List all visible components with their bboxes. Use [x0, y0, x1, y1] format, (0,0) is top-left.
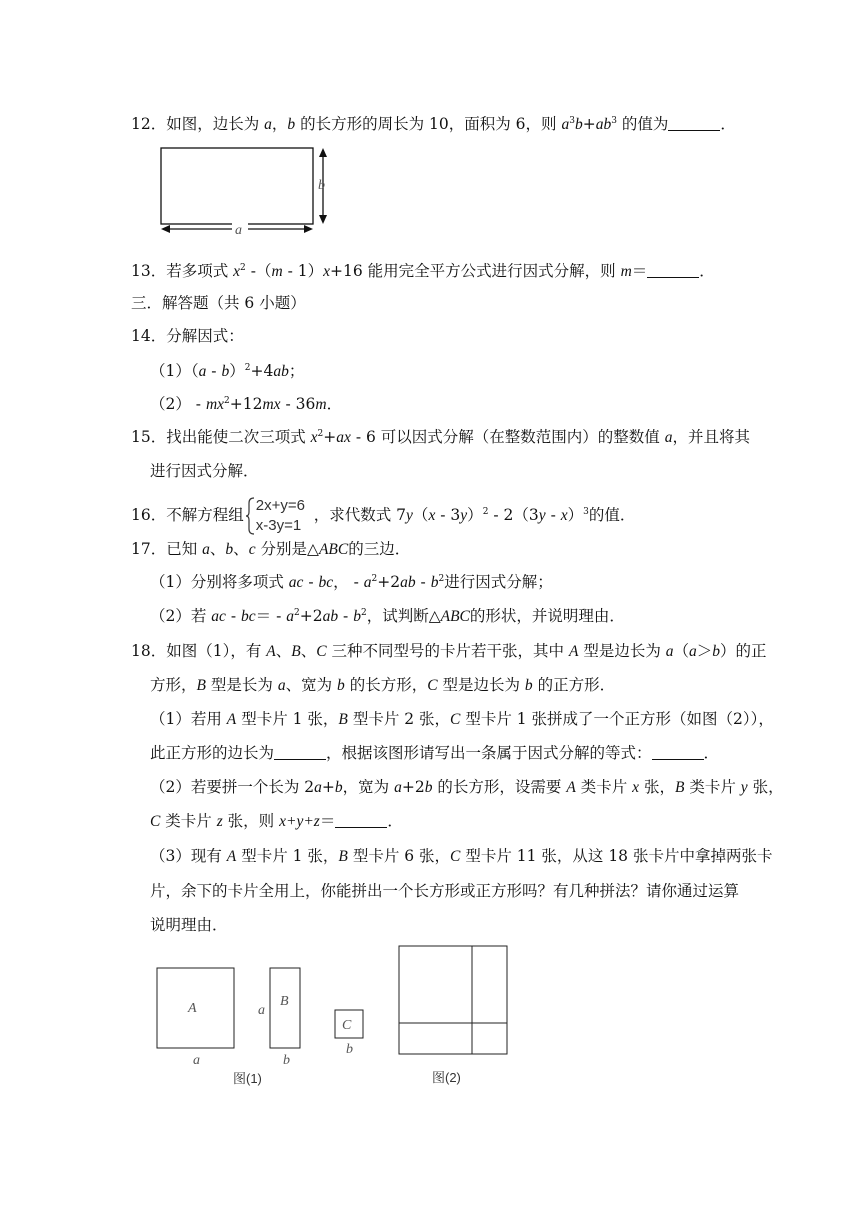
section-3-heading: 三．解答题（共 6 小题）	[131, 294, 306, 312]
q12-label-a: a	[235, 223, 242, 238]
q16-text: ，求代数式 7	[313, 506, 407, 524]
q18-text: ＞	[696, 642, 713, 660]
q17-p2-var: a	[286, 608, 295, 625]
q18-var: C	[427, 677, 438, 694]
card-a-side-label: a	[193, 1053, 200, 1068]
q14-p2-var: mx	[262, 396, 281, 413]
figure-1-caption: 图(1)	[233, 1071, 262, 1086]
q18-p2-text: ．	[387, 812, 403, 830]
q18-p2-text: 类卡片	[160, 812, 217, 830]
q17-part-1	[150, 572, 553, 593]
q17-p2-text: +2	[299, 607, 323, 625]
q16-equation-1: 2x+y=6	[255, 497, 305, 514]
q18-p3-var: A	[226, 848, 237, 865]
q18-text: 方形，	[150, 676, 197, 694]
q18-text: ）的正	[720, 642, 767, 660]
q17-p2-var: ab	[322, 608, 339, 625]
q18-part-3-line-2: 片，余下的卡片全用上，你能拼出一个长方形或正方形吗？有几种拼法？请你通过运算	[150, 882, 740, 900]
q17-p2-text: ，试判断△	[366, 607, 441, 625]
q17-p2-text: ＝ -	[255, 607, 287, 625]
q15-var: a	[664, 429, 673, 446]
q14-p1-text: +4	[250, 362, 274, 380]
q18-p2-text: ，宽为	[342, 778, 395, 796]
q16-text: 16．不解方程组	[131, 506, 244, 524]
q12-end: ．	[720, 115, 736, 133]
q18-sum-blank[interactable]	[335, 813, 387, 828]
q16-var: y	[460, 507, 468, 524]
q18-var: A	[266, 643, 276, 660]
q18-p1-text: ．	[703, 744, 720, 762]
q18-p1-text: （1）若用	[150, 710, 227, 728]
q18-line-2	[150, 675, 615, 696]
q17-p1-exp: 2	[438, 574, 445, 584]
q12-var-b: b	[287, 116, 296, 133]
q15-line-1	[131, 427, 750, 448]
q18-text: 型是长为	[205, 676, 278, 694]
q18-line-1	[131, 641, 767, 662]
q16-text: ）	[567, 506, 584, 524]
q14-part-1	[150, 361, 304, 382]
q18-p2-var: a	[394, 779, 402, 796]
q17-p2-var: b	[353, 608, 361, 625]
card-c-side-label: b	[346, 1042, 353, 1057]
q16-var: y	[406, 507, 413, 524]
q15-var: ax	[336, 429, 351, 446]
q17-p1-var: bc	[318, 574, 334, 591]
q17-line-1	[131, 539, 410, 560]
q17-p1-var: ac	[288, 574, 304, 591]
q18-text: 的正方形．	[532, 676, 616, 694]
q17-p1-text: -	[303, 573, 319, 591]
q17-text: 17．已知	[131, 540, 203, 558]
q18-p3-text: （3）现有	[150, 847, 227, 865]
q13-end: ．	[699, 262, 715, 280]
q13-var-x: x	[233, 263, 241, 280]
q18-p1-text: 此正方形的边长为	[150, 744, 275, 762]
q14-p2-text: ．	[326, 395, 343, 413]
q18-var: A	[568, 643, 579, 660]
q12-line	[131, 114, 736, 135]
q18-p2-var: x	[632, 779, 640, 796]
q18-text: 的长方形，	[344, 676, 428, 694]
q18-p2-var: y	[740, 779, 748, 796]
q18-text: 、宽为	[285, 676, 338, 694]
q12-label-b: b	[318, 178, 325, 193]
q16-text: 的值．	[588, 506, 636, 524]
q14-p1-var: b	[221, 363, 230, 380]
q13-text-4: +16 能用完全平方公式进行因式分解，则	[330, 262, 621, 280]
q13-var-m: m	[271, 263, 283, 280]
q18-part-3-line-1	[150, 846, 772, 867]
q18-part-1-line-2	[150, 743, 719, 763]
q18-var: a	[689, 643, 697, 660]
q18-part-2-line-2	[150, 811, 403, 832]
card-b-width-label: b	[283, 1053, 290, 1068]
q18-p3-var: B	[338, 848, 348, 865]
q13-var-x-2: x	[323, 263, 330, 280]
q12-arrowhead	[304, 225, 313, 233]
q17-p1-exp: 2	[371, 574, 378, 584]
q15-text: 15．找出能使二次三项式	[131, 428, 311, 446]
q12-text: 12．如图，边长为	[131, 115, 265, 133]
q17-p1-text: +2	[377, 573, 401, 591]
q18-var: B	[291, 643, 301, 660]
q12-text-2: 的长方形的周长为 10，面积为 6，则	[295, 115, 562, 133]
q17-var: b	[225, 541, 234, 558]
q18-p2-text: 类卡片	[684, 778, 741, 796]
q18-p2-var: b	[334, 779, 343, 796]
q18-var: C	[316, 643, 327, 660]
q18-p2-text: 张，则	[222, 812, 280, 830]
q12-rectangle-figure	[150, 140, 350, 240]
q12-arrowhead	[319, 215, 327, 224]
q17-p2-text: （2）若	[150, 607, 212, 625]
q18-p2-var: A	[566, 779, 576, 796]
figure-2-caption: 图(2)	[432, 1070, 461, 1085]
q18-p1-text: ，根据该图形请写出一条属于因式分解的等式：	[326, 744, 652, 762]
q18-text: 、	[275, 642, 292, 660]
q12-exp: 3	[569, 116, 575, 126]
q16-var: x	[560, 507, 568, 524]
q17-p1-text: 进行因式分解；	[444, 573, 553, 591]
q18-p2-var: z	[216, 813, 223, 830]
q17-text: 分别是△	[255, 540, 319, 558]
q18-var: a	[665, 643, 674, 660]
q13-equals: ＝	[631, 262, 648, 280]
q15-text: ，并且将其	[672, 428, 750, 446]
q18-p2-var: b	[424, 779, 433, 796]
q17-p2-var: ac	[211, 608, 226, 625]
q14-p1-var: a	[198, 363, 207, 380]
q13-exp: 2	[240, 263, 246, 273]
q17-p1-text: -	[415, 573, 431, 591]
q16-line	[131, 497, 635, 535]
q17-p1-text: ， -	[333, 573, 364, 591]
q12-expr-ab: ab	[595, 116, 612, 133]
q17-p2-text: 的形状，并说明理由．	[469, 607, 625, 625]
q18-p1-text: 型卡片 1 张拼成了一个正方形（如图（2）），	[460, 710, 774, 728]
q18-figure-2	[395, 940, 515, 1090]
q18-var: b	[712, 643, 721, 660]
q18-text: 型是边长为	[578, 642, 666, 660]
q12-expr-b: b	[574, 116, 583, 133]
q18-p2-var: a	[314, 779, 322, 796]
q17-text: 、	[233, 540, 249, 558]
q14-p1-text: -	[206, 362, 222, 380]
q13-var-m-2: m	[620, 263, 632, 280]
q18-text: （	[673, 642, 690, 660]
q18-p2-text: 类卡片	[575, 778, 633, 796]
q14-p2-text: +12	[229, 395, 263, 413]
q17-p2-var: ABC	[440, 608, 470, 625]
q18-part-2-line-1	[150, 777, 784, 798]
q13-text-3: - 1）	[282, 262, 324, 280]
q14-p2-var: m	[315, 396, 327, 413]
q14-p2-exp: 2	[224, 396, 230, 406]
q18-p2-text: +	[321, 778, 335, 796]
q18-var: a	[277, 677, 286, 694]
q17-p1-var: a	[363, 574, 372, 591]
q18-figure-1	[150, 960, 390, 1100]
q18-p2-text: （2）若要拼一个长为 2	[150, 778, 315, 796]
q18-p1-text: 型卡片 2 张，	[347, 710, 451, 728]
q14-p2-text: - 36	[280, 395, 316, 413]
q12-rect	[161, 148, 313, 224]
q18-part-1-line-1	[150, 709, 774, 730]
q16-exp: 3	[583, 507, 589, 517]
q17-p1-var: ab	[400, 574, 416, 591]
q16-equation-system	[246, 497, 312, 535]
q18-text: 、	[300, 642, 317, 660]
q18-p2-var: B	[674, 779, 685, 796]
q17-text: 、	[209, 540, 226, 558]
q16-exp: 2	[482, 507, 489, 517]
q16-var: y	[538, 507, 546, 524]
q16-var: x	[428, 507, 436, 524]
q15-var: x	[310, 429, 318, 446]
q17-part-2	[150, 606, 625, 627]
q18-factorization-blank[interactable]	[652, 745, 704, 760]
q12-plus: +	[582, 115, 596, 133]
q14-p2-text: （2） -	[150, 395, 206, 413]
q15-text: +	[323, 428, 337, 446]
q17-var: ABC	[318, 541, 349, 558]
q17-p2-exp: 2	[294, 608, 300, 618]
q12-arrowhead	[161, 225, 170, 233]
q18-var: B	[196, 677, 206, 694]
q13-answer-blank[interactable]	[647, 263, 699, 278]
q18-p2-var: x+y+z	[279, 813, 320, 830]
q13-text-2: -（	[245, 262, 272, 280]
q17-p1-text: （1）分别将多项式	[150, 573, 289, 591]
q17-var: a	[202, 541, 210, 558]
q12-text-3: 的值为	[616, 115, 669, 133]
q12-expr-a: a	[561, 116, 570, 133]
q17-p2-var: bc	[241, 608, 256, 625]
q18-p2-var: C	[150, 813, 161, 830]
q14-p1-text: （1）（	[150, 362, 199, 380]
card-b-label: B	[280, 994, 289, 1009]
q18-p2-text: 张，	[639, 778, 675, 796]
q17-p2-exp: 2	[360, 608, 367, 618]
q18-text: 18．如图（1），有	[131, 642, 267, 660]
q17-p2-text: -	[338, 607, 354, 625]
q16-text: - 2（3	[488, 506, 539, 524]
q12-arrowhead	[319, 148, 327, 157]
q12-exp-2: 3	[611, 116, 617, 126]
q18-side-length-blank[interactable]	[274, 745, 326, 760]
q18-p1-var: B	[338, 711, 348, 728]
q17-p1-var: b	[430, 574, 439, 591]
q14-p2-var: mx	[205, 396, 225, 413]
q17-text: 的三边．	[348, 540, 411, 558]
q12-var-a: a	[264, 116, 272, 133]
q18-p1-text: 型卡片 1 张，	[236, 710, 339, 728]
q13-line	[131, 261, 715, 282]
q17-p2-text: -	[225, 607, 242, 625]
q16-text: ）	[467, 506, 483, 524]
q18-p3-text: 型卡片 11 张，从这 18 张卡片中拿掉两张卡	[460, 847, 773, 865]
q12-answer-blank[interactable]	[668, 116, 720, 131]
q18-p3-text: 型卡片 1 张，	[236, 847, 339, 865]
q18-p3-var: C	[450, 848, 461, 865]
q14-p1-exp: 2	[244, 363, 251, 373]
q17-var: c	[248, 541, 256, 558]
q18-text: 型是边长为	[437, 676, 525, 694]
card-a-label: A	[188, 1001, 197, 1016]
q16-text: （	[412, 506, 429, 524]
q16-text: - 3	[435, 506, 461, 524]
q18-p2-text: 的长方形，设需要	[432, 778, 567, 796]
q14-part-2	[150, 394, 342, 415]
q18-p2-text: ＝	[319, 812, 336, 830]
q18-part-3-line-3: 说明理由．	[150, 916, 228, 934]
q18-p1-var: C	[450, 711, 461, 728]
q18-p3-text: 型卡片 6 张，	[347, 847, 451, 865]
q16-equation-2: x-3y=1	[255, 517, 302, 534]
assembled-square	[399, 946, 507, 1054]
q18-p2-text: +2	[401, 778, 425, 796]
card-b-length-label: a	[258, 1003, 265, 1018]
q18-p2-text: 张，	[747, 778, 784, 796]
q15-exp: 2	[317, 429, 324, 439]
q16-text: -	[545, 506, 561, 524]
q14-p1-text: ；	[288, 362, 305, 380]
q15-text: - 6 可以因式分解（在整数范围内）的整数值	[350, 428, 665, 446]
q13-text: 13．若多项式	[131, 262, 234, 280]
q14-p1-text: ）	[229, 362, 245, 380]
q14-title: 14．分解因式：	[131, 327, 244, 345]
q14-p1-var: ab	[273, 363, 289, 380]
left-brace-icon	[246, 497, 256, 535]
q18-text: 三种不同型号的卡片若干张，其中	[326, 642, 569, 660]
q18-p1-var: A	[226, 711, 237, 728]
q18-var: b	[337, 677, 345, 694]
q12-sep: ，	[271, 115, 288, 133]
card-c-label: C	[342, 1018, 352, 1033]
q18-var: b	[524, 677, 533, 694]
q15-line-2: 进行因式分解．	[150, 462, 259, 480]
